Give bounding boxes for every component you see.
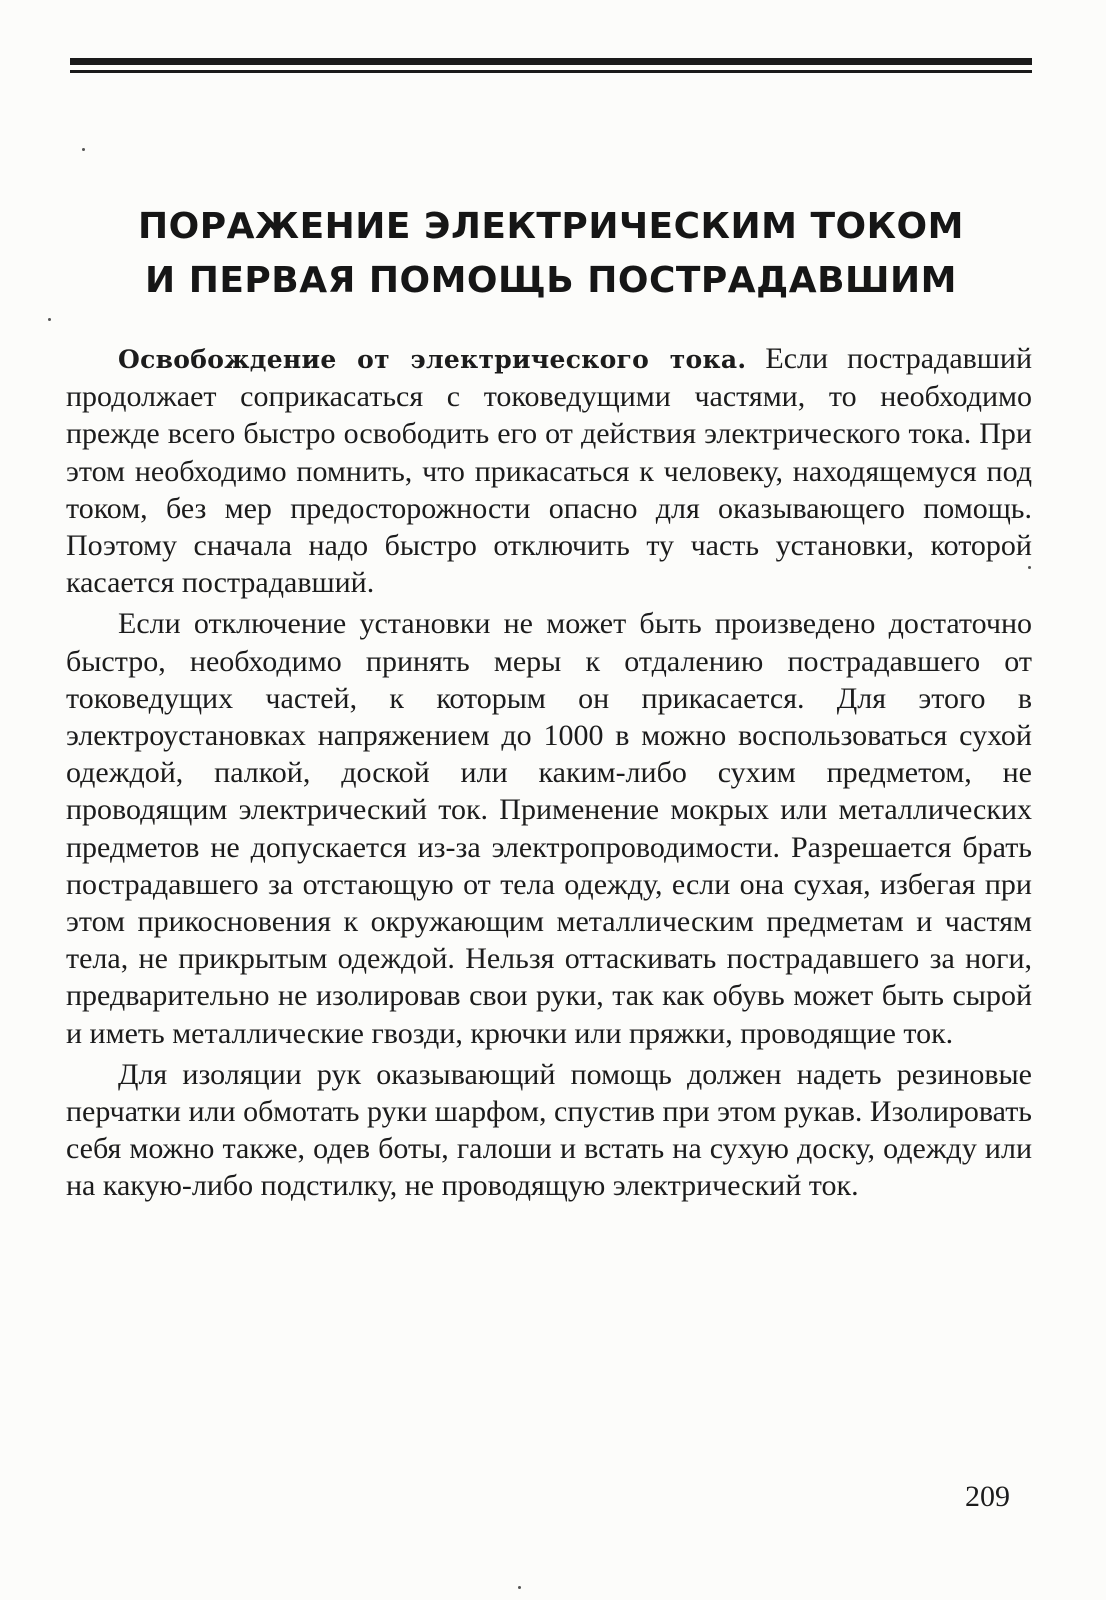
scan-speck [82,148,85,151]
scan-speck [1028,566,1031,569]
body-text [66,340,1032,1209]
paragraph-1 [66,340,1032,601]
header-rule-thick [70,58,1032,65]
paragraph-1-text: Если пострадавший продолжает соприкасаться с токоведущими частями, то необходимо прежде всего быстро освободить его от действия электрического тока. При этом необходимо помнить, что прикасаться к человеку, находящемуся под током, без мер предосторожности опасно для оказывающего помощь. Поэтому сначала надо быстро отключить ту часть установки, которой касается пострадавший. [66,342,1033,600]
section-title-line-2: И ПЕРВАЯ ПОМОЩЬ ПОСТРАДАВШИМ [145,260,957,301]
paragraph-2: Если отключение установки не может быть произведено достаточно быстро, необходимо принять меры к отдалению пострадавшего от токоведущих частей, к которым он прикасается. Для этого в электроустановках напряжением до 1000 в можно воспользоваться сухой одеждой, палкой, доской или каким-либо сухим предметом, не проводящим электрический ток. Применение мокрых или металлических предметов не допускается из-за электропроводимости. Разрешается брать пострадавшего за отстающую от тела одежду, если она сухая, избегая при этом прикосновения к окружающим металлическим предметам и частям тела, не прикрытым одеждой. Нельзя оттаскивать пострадавшего за ноги, предварительно не изолировав свои руки, так как обувь может быть сырой и иметь металлические гвозди, крючки или пряжки, проводящие ток. [66,607,1032,1050]
scan-speck [48,318,51,321]
scan-speck [518,1586,521,1589]
section-title-line-1: ПОРАЖЕНИЕ ЭЛЕКТРИЧЕСКИМ ТОКОМ [138,206,964,247]
paragraph-3: Для изоляции рук оказывающий помощь должен надеть резиновые перчатки или обмотать руки шарфом, спустив при этом рукав. Изолировать себя можно также, одев боты, галоши и встать на сухую доску, одежду или на какую-либо подстилку, не проводящую электрический ток. [66,1057,1032,1203]
section-title [70,200,1032,308]
run-in-heading: Освобождение от электрического тока. [118,345,747,374]
page-number: 209 [965,1480,1010,1513]
header-rule-thin [70,70,1032,73]
